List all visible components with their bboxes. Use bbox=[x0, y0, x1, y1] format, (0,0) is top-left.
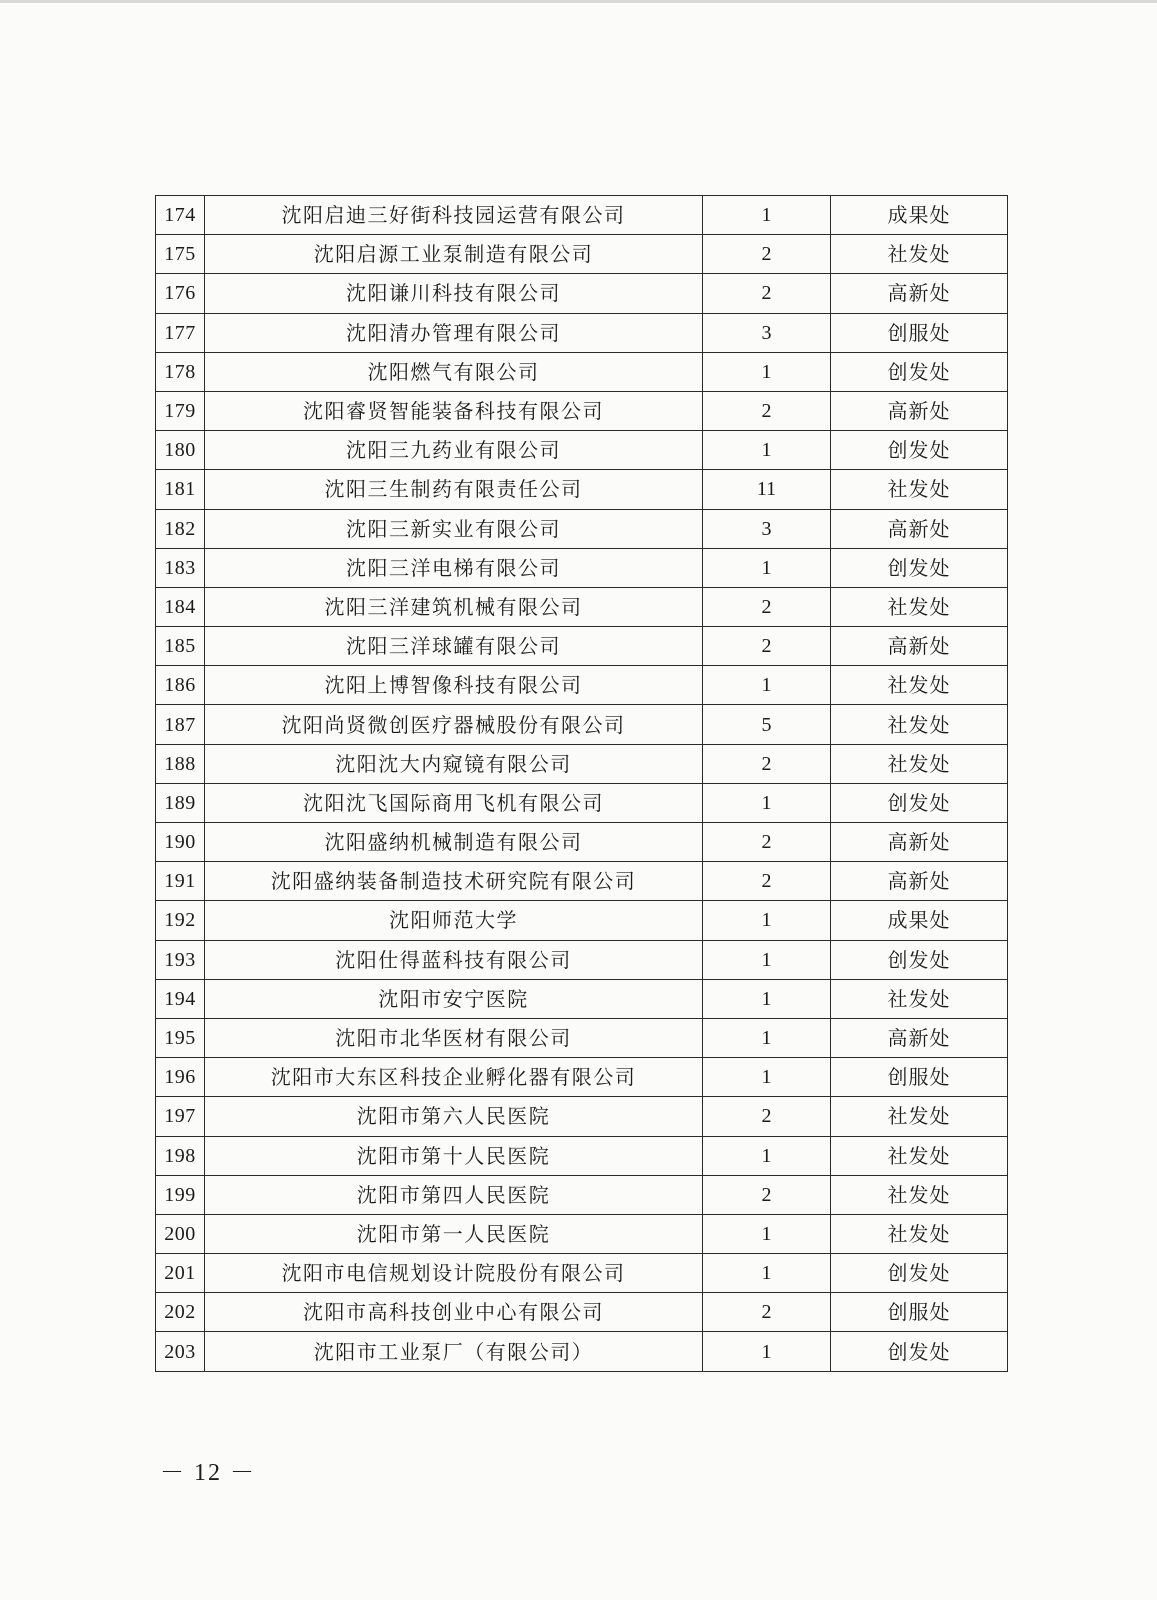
row-number-cell: 202 bbox=[156, 1293, 205, 1332]
organization-name-cell: 沈阳市工业泵厂（有限公司） bbox=[205, 1332, 703, 1371]
quantity-cell: 2 bbox=[703, 1175, 831, 1214]
department-cell: 高新处 bbox=[831, 823, 1008, 862]
department-cell: 创发处 bbox=[831, 940, 1008, 979]
quantity-cell: 1 bbox=[703, 548, 831, 587]
organization-name-cell: 沈阳市第一人民医院 bbox=[205, 1214, 703, 1253]
quantity-cell: 2 bbox=[703, 235, 831, 274]
department-cell: 创发处 bbox=[831, 1254, 1008, 1293]
department-cell: 高新处 bbox=[831, 627, 1008, 666]
organization-name-cell: 沈阳谦川科技有限公司 bbox=[205, 274, 703, 313]
table-row bbox=[156, 1254, 1008, 1293]
department-cell: 创发处 bbox=[831, 783, 1008, 822]
quantity-cell: 1 bbox=[703, 1058, 831, 1097]
table-row bbox=[156, 901, 1008, 940]
table-row bbox=[156, 1058, 1008, 1097]
department-cell: 社发处 bbox=[831, 1136, 1008, 1175]
roster-table-body bbox=[156, 196, 1008, 1372]
organization-name-cell: 沈阳师范大学 bbox=[205, 901, 703, 940]
table-row bbox=[156, 274, 1008, 313]
row-number-cell: 195 bbox=[156, 1018, 205, 1057]
quantity-cell: 2 bbox=[703, 1293, 831, 1332]
table-row bbox=[156, 431, 1008, 470]
table-row bbox=[156, 1018, 1008, 1057]
organization-name-cell: 沈阳清办管理有限公司 bbox=[205, 313, 703, 352]
organization-name-cell: 沈阳市第四人民医院 bbox=[205, 1175, 703, 1214]
organization-name-cell: 沈阳市北华医材有限公司 bbox=[205, 1018, 703, 1057]
department-cell: 高新处 bbox=[831, 274, 1008, 313]
table-row bbox=[156, 509, 1008, 548]
table-row bbox=[156, 627, 1008, 666]
organization-name-cell: 沈阳盛纳装备制造技术研究院有限公司 bbox=[205, 862, 703, 901]
row-number-cell: 178 bbox=[156, 352, 205, 391]
table-row bbox=[156, 979, 1008, 1018]
organization-name-cell: 沈阳上博智像科技有限公司 bbox=[205, 666, 703, 705]
organization-name-cell: 沈阳沈大内窥镜有限公司 bbox=[205, 744, 703, 783]
row-number-cell: 176 bbox=[156, 274, 205, 313]
organization-name-cell: 沈阳三洋球罐有限公司 bbox=[205, 627, 703, 666]
row-number-cell: 189 bbox=[156, 783, 205, 822]
department-cell: 社发处 bbox=[831, 470, 1008, 509]
row-number-cell: 190 bbox=[156, 823, 205, 862]
department-cell: 创发处 bbox=[831, 352, 1008, 391]
roster-table bbox=[155, 195, 1008, 1372]
quantity-cell: 2 bbox=[703, 587, 831, 626]
department-cell: 社发处 bbox=[831, 1214, 1008, 1253]
page-top-rule bbox=[0, 0, 1157, 3]
row-number-cell: 197 bbox=[156, 1097, 205, 1136]
department-cell: 创发处 bbox=[831, 548, 1008, 587]
table-row bbox=[156, 823, 1008, 862]
quantity-cell: 2 bbox=[703, 823, 831, 862]
table-row bbox=[156, 470, 1008, 509]
row-number-cell: 199 bbox=[156, 1175, 205, 1214]
row-number-cell: 180 bbox=[156, 431, 205, 470]
quantity-cell: 2 bbox=[703, 391, 831, 430]
department-cell: 高新处 bbox=[831, 509, 1008, 548]
quantity-cell: 2 bbox=[703, 274, 831, 313]
table-row bbox=[156, 235, 1008, 274]
row-number-cell: 174 bbox=[156, 196, 205, 235]
quantity-cell: 1 bbox=[703, 352, 831, 391]
row-number-cell: 175 bbox=[156, 235, 205, 274]
organization-name-cell: 沈阳尚贤微创医疗器械股份有限公司 bbox=[205, 705, 703, 744]
quantity-cell: 3 bbox=[703, 509, 831, 548]
organization-name-cell: 沈阳仕得蓝科技有限公司 bbox=[205, 940, 703, 979]
department-cell: 成果处 bbox=[831, 901, 1008, 940]
department-cell: 创服处 bbox=[831, 313, 1008, 352]
department-cell: 高新处 bbox=[831, 1018, 1008, 1057]
quantity-cell: 1 bbox=[703, 1136, 831, 1175]
organization-name-cell: 沈阳市第六人民医院 bbox=[205, 1097, 703, 1136]
department-cell: 创发处 bbox=[831, 1332, 1008, 1371]
table-row bbox=[156, 548, 1008, 587]
quantity-cell: 2 bbox=[703, 862, 831, 901]
row-number-cell: 186 bbox=[156, 666, 205, 705]
table-row bbox=[156, 1175, 1008, 1214]
organization-name-cell: 沈阳市第十人民医院 bbox=[205, 1136, 703, 1175]
quantity-cell: 1 bbox=[703, 901, 831, 940]
organization-name-cell: 沈阳市高科技创业中心有限公司 bbox=[205, 1293, 703, 1332]
quantity-cell: 1 bbox=[703, 783, 831, 822]
quantity-cell: 1 bbox=[703, 1332, 831, 1371]
row-number-cell: 179 bbox=[156, 391, 205, 430]
department-cell: 创发处 bbox=[831, 431, 1008, 470]
row-number-cell: 201 bbox=[156, 1254, 205, 1293]
quantity-cell: 2 bbox=[703, 1097, 831, 1136]
department-cell: 社发处 bbox=[831, 1097, 1008, 1136]
page-number: － 12 － bbox=[160, 1460, 256, 1486]
row-number-cell: 194 bbox=[156, 979, 205, 1018]
department-cell: 社发处 bbox=[831, 666, 1008, 705]
department-cell: 高新处 bbox=[831, 391, 1008, 430]
row-number-cell: 191 bbox=[156, 862, 205, 901]
department-cell: 成果处 bbox=[831, 196, 1008, 235]
row-number-cell: 193 bbox=[156, 940, 205, 979]
row-number-cell: 198 bbox=[156, 1136, 205, 1175]
roster-table-container bbox=[155, 195, 1005, 1372]
organization-name-cell: 沈阳睿贤智能装备科技有限公司 bbox=[205, 391, 703, 430]
department-cell: 社发处 bbox=[831, 705, 1008, 744]
row-number-cell: 200 bbox=[156, 1214, 205, 1253]
row-number-cell: 177 bbox=[156, 313, 205, 352]
table-row bbox=[156, 940, 1008, 979]
organization-name-cell: 沈阳沈飞国际商用飞机有限公司 bbox=[205, 783, 703, 822]
row-number-cell: 203 bbox=[156, 1332, 205, 1371]
organization-name-cell: 沈阳三洋电梯有限公司 bbox=[205, 548, 703, 587]
quantity-cell: 1 bbox=[703, 1018, 831, 1057]
department-cell: 高新处 bbox=[831, 862, 1008, 901]
table-row bbox=[156, 1293, 1008, 1332]
organization-name-cell: 沈阳启迪三好街科技园运营有限公司 bbox=[205, 196, 703, 235]
row-number-cell: 185 bbox=[156, 627, 205, 666]
organization-name-cell: 沈阳市电信规划设计院股份有限公司 bbox=[205, 1254, 703, 1293]
quantity-cell: 2 bbox=[703, 627, 831, 666]
row-number-cell: 181 bbox=[156, 470, 205, 509]
row-number-cell: 182 bbox=[156, 509, 205, 548]
quantity-cell: 1 bbox=[703, 1214, 831, 1253]
row-number-cell: 184 bbox=[156, 587, 205, 626]
department-cell: 社发处 bbox=[831, 1175, 1008, 1214]
table-row bbox=[156, 313, 1008, 352]
organization-name-cell: 沈阳三九药业有限公司 bbox=[205, 431, 703, 470]
department-cell: 社发处 bbox=[831, 744, 1008, 783]
table-row bbox=[156, 352, 1008, 391]
organization-name-cell: 沈阳三生制药有限责任公司 bbox=[205, 470, 703, 509]
table-row bbox=[156, 783, 1008, 822]
table-row bbox=[156, 666, 1008, 705]
row-number-cell: 196 bbox=[156, 1058, 205, 1097]
table-row bbox=[156, 1214, 1008, 1253]
quantity-cell: 1 bbox=[703, 979, 831, 1018]
department-cell: 社发处 bbox=[831, 235, 1008, 274]
organization-name-cell: 沈阳市安宁医院 bbox=[205, 979, 703, 1018]
quantity-cell: 1 bbox=[703, 431, 831, 470]
table-row bbox=[156, 391, 1008, 430]
row-number-cell: 192 bbox=[156, 901, 205, 940]
table-row bbox=[156, 862, 1008, 901]
table-row bbox=[156, 1332, 1008, 1371]
organization-name-cell: 沈阳三新实业有限公司 bbox=[205, 509, 703, 548]
department-cell: 社发处 bbox=[831, 587, 1008, 626]
quantity-cell: 1 bbox=[703, 940, 831, 979]
quantity-cell: 1 bbox=[703, 666, 831, 705]
organization-name-cell: 沈阳三洋建筑机械有限公司 bbox=[205, 587, 703, 626]
department-cell: 创服处 bbox=[831, 1293, 1008, 1332]
table-row bbox=[156, 196, 1008, 235]
table-row bbox=[156, 1097, 1008, 1136]
table-row bbox=[156, 744, 1008, 783]
quantity-cell: 1 bbox=[703, 196, 831, 235]
row-number-cell: 183 bbox=[156, 548, 205, 587]
organization-name-cell: 沈阳市大东区科技企业孵化器有限公司 bbox=[205, 1058, 703, 1097]
row-number-cell: 187 bbox=[156, 705, 205, 744]
quantity-cell: 2 bbox=[703, 744, 831, 783]
quantity-cell: 1 bbox=[703, 1254, 831, 1293]
department-cell: 社发处 bbox=[831, 979, 1008, 1018]
organization-name-cell: 沈阳盛纳机械制造有限公司 bbox=[205, 823, 703, 862]
row-number-cell: 188 bbox=[156, 744, 205, 783]
table-row bbox=[156, 587, 1008, 626]
organization-name-cell: 沈阳启源工业泵制造有限公司 bbox=[205, 235, 703, 274]
quantity-cell: 5 bbox=[703, 705, 831, 744]
table-row bbox=[156, 705, 1008, 744]
table-row bbox=[156, 1136, 1008, 1175]
quantity-cell: 3 bbox=[703, 313, 831, 352]
department-cell: 创服处 bbox=[831, 1058, 1008, 1097]
quantity-cell: 11 bbox=[703, 470, 831, 509]
organization-name-cell: 沈阳燃气有限公司 bbox=[205, 352, 703, 391]
